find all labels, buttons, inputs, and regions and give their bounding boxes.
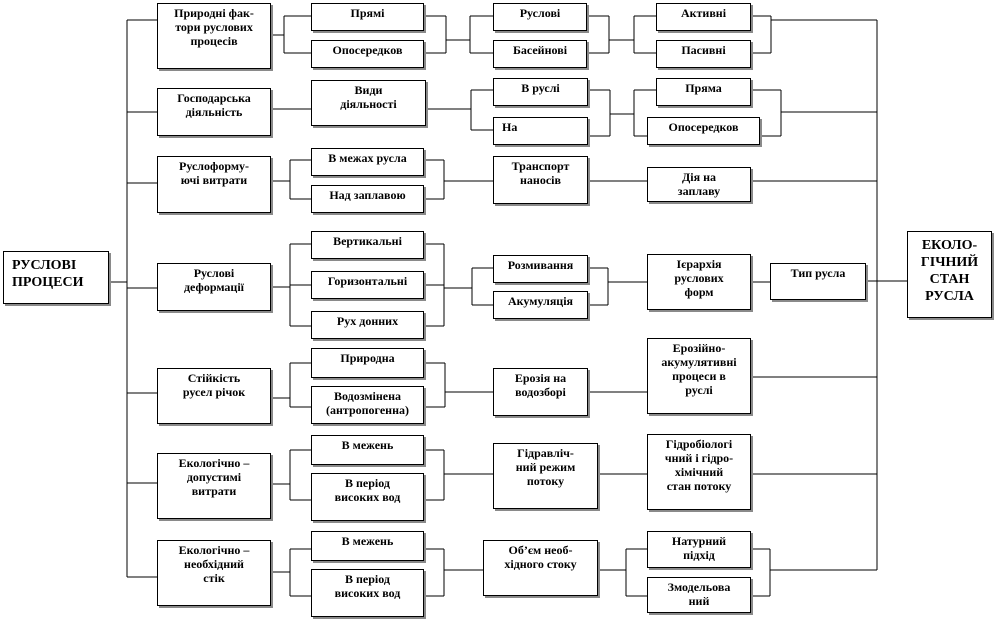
modeled-approach-box: Змодельова ний xyxy=(647,577,751,613)
channel-forming-flows-box: Руслоформу- ючі витрати xyxy=(157,156,271,213)
horizontal-box: Горизонтальні xyxy=(311,271,424,299)
field-approach-box: Натурний підхід xyxy=(647,531,751,568)
erosion-box: Розмивання xyxy=(493,255,588,283)
passive-box: Пасивні xyxy=(656,40,751,68)
direct-box: Прямі xyxy=(311,3,424,31)
low-water-box-2: В межень xyxy=(311,531,424,561)
indirect-box-2: Опосередков xyxy=(647,117,760,145)
direct-impact-box: Пряма xyxy=(656,78,751,106)
high-water-box-1: В період високих вод xyxy=(311,473,424,521)
eco-admissible-flows-box: Екологічно – допустимі витрати xyxy=(157,453,271,519)
activity-types-box: Види діяльності xyxy=(311,80,426,126)
river-stability-box: Стійкість русел річок xyxy=(157,368,271,424)
basin-factors-box: Басейнові xyxy=(493,40,587,68)
sediment-transport-box: Транспорт наносів xyxy=(493,156,588,204)
above-floodplain-box: Над заплавою xyxy=(311,185,424,213)
hierarchy-box: Ієрархія руслових форм xyxy=(647,254,751,310)
required-volume-box: Об’єм необ- хідного стоку xyxy=(483,540,598,596)
active-box: Активні xyxy=(656,3,751,31)
erosion-accumulation-box: Ерозійно- акумулятивні процеси в руслі xyxy=(647,338,751,414)
channel-factors-box: Руслові xyxy=(493,3,587,31)
eco-required-flow-box: Екологічно – необхідний стік xyxy=(157,540,271,606)
indirect-box-1: Опосередков xyxy=(311,40,424,68)
natural-factors-box: Природні фак- тори руслових процесів xyxy=(157,3,271,69)
floodplain-action-box: Дія на заплаву xyxy=(647,167,751,202)
root-channel-processes: РУСЛОВІ ПРОЦЕСИ xyxy=(3,251,109,304)
hydraulic-regime-box: Гідравліч- ний режим потоку xyxy=(493,443,598,509)
result-ecological-state: ЕКОЛО- ГІЧНИЙ СТАН РУСЛА xyxy=(907,231,992,318)
channel-type-box: Тип русла xyxy=(770,263,866,300)
low-water-box-1: В межень xyxy=(311,435,424,465)
economic-activity-box: Господарська діяльність xyxy=(157,88,271,136)
natural-stability-box: Природна xyxy=(311,348,424,378)
accumulation-box: Акумуляція xyxy=(493,291,588,319)
basin-erosion-box: Ерозія на водозборі xyxy=(493,368,588,416)
in-channel-box: В руслі xyxy=(493,78,588,106)
hydrobio-state-box: Гідробіологі чний і гідро- хімічний стан потоку xyxy=(647,434,751,510)
channel-deformations-box: Руслові деформації xyxy=(157,263,271,311)
vertical-box: Вертикальні xyxy=(311,231,424,259)
bedload-motion-box: Рух донних xyxy=(311,311,424,339)
on-floodplain-box: На xyxy=(493,117,588,145)
modified-stability-box: Водозмінена (антропогенна) xyxy=(311,386,424,424)
high-water-box-2: В період високих вод xyxy=(311,569,424,617)
within-channel-box: В межах русла xyxy=(311,148,424,176)
